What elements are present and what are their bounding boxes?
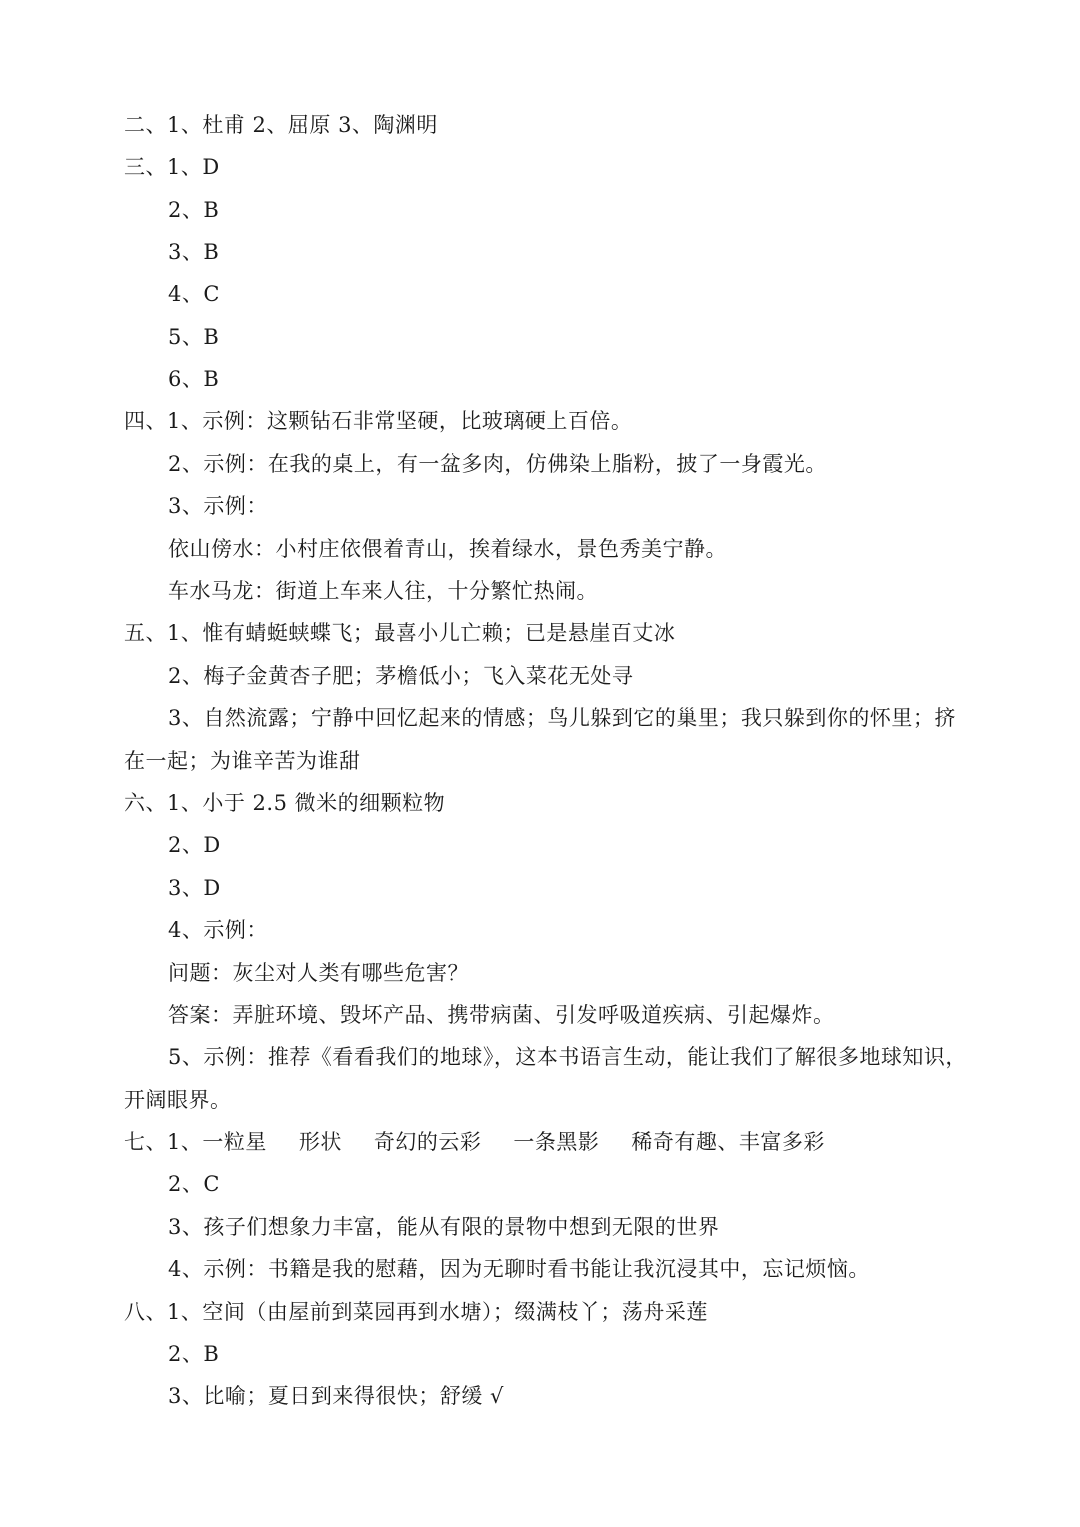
answer-line: 2、B [168, 1342, 220, 1366]
answer-line: 3、比喻；夏日到来得很快；舒缓 √ [168, 1384, 504, 1408]
answer-line: 5、B [168, 325, 220, 349]
answer-line: 4、示例：书籍是我的慰藉，因为无聊时看书能让我沉浸其中，忘记烦恼。 [168, 1257, 870, 1281]
answer-line: 3、孩子们想象力丰富，能从有限的景物中想到无限的世界 [168, 1215, 720, 1239]
section-seven-item: 稀奇有趣、丰富多彩 [631, 1130, 825, 1154]
answer-line: 2、B [168, 198, 220, 222]
answer-line: 六、1、小于 2.5 微米的细颗粒物 [124, 791, 446, 815]
answer-line: 2、梅子金黄杏子肥；茅檐低小；飞入菜花无处寻 [168, 664, 634, 688]
section-seven-item: 奇幻的云彩 [373, 1130, 482, 1154]
answer-line: 三、1、D [124, 155, 220, 179]
answer-line: 6、B [168, 367, 220, 391]
answer-line: 依山傍水：小村庄依偎着青山，挨着绿水，景色秀美宁静。 [168, 537, 727, 561]
answer-line: 在一起；为谁辛苦为谁甜 [124, 749, 361, 773]
section-seven-line [124, 1127, 825, 1157]
section-seven-item: 形状 [298, 1130, 342, 1154]
answer-line: 二、1、杜甫 2、屈原 3、陶渊明 [124, 113, 438, 137]
answer-line: 2、示例：在我的桌上，有一盆多肉，仿佛染上脂粉，披了一身霞光。 [168, 452, 827, 476]
answer-line: 4、C [168, 282, 220, 306]
answer-line: 四、1、示例：这颗钻石非常坚硬，比玻璃硬上百倍。 [124, 409, 633, 433]
answer-line: 五、1、惟有蜻蜓蛱蝶飞；最喜小儿亡赖；已是悬崖百丈冰 [124, 621, 676, 645]
answer-line: 车水马龙：街道上车来人往，十分繁忙热闹。 [168, 579, 598, 603]
answer-line: 2、C [168, 1172, 220, 1196]
section-seven-item: 一条黑影 [513, 1130, 600, 1154]
answer-line: 5、示例：推荐《看看我们的地球》，这本书语言生动，能让我们了解很多地球知识， [168, 1045, 967, 1069]
answer-line: 3、D [168, 876, 221, 900]
answer-line: 3、示例： [168, 494, 268, 518]
section-seven-prefix: 七、1、 [124, 1130, 203, 1154]
answer-line: 答案：弄脏环境、毁坏产品、携带病菌、引发呼吸道疾病、引起爆炸。 [168, 1003, 835, 1027]
answer-line: 4、示例： [168, 918, 268, 942]
answer-line: 3、B [168, 240, 220, 264]
answer-line: 问题：灰尘对人类有哪些危害？ [168, 961, 469, 985]
answer-line: 2、D [168, 833, 221, 857]
answer-line: 3、自然流露；宁静中回忆起来的情感；鸟儿躲到它的巢里；我只躲到你的怀里；挤 [168, 706, 956, 730]
section-seven-item: 一粒星 [202, 1130, 267, 1154]
answer-line: 八、1、空间（由屋前到菜园再到水塘）；缀满枝丫；荡舟采莲 [124, 1300, 708, 1324]
answer-line: 开阔眼界。 [124, 1088, 232, 1112]
